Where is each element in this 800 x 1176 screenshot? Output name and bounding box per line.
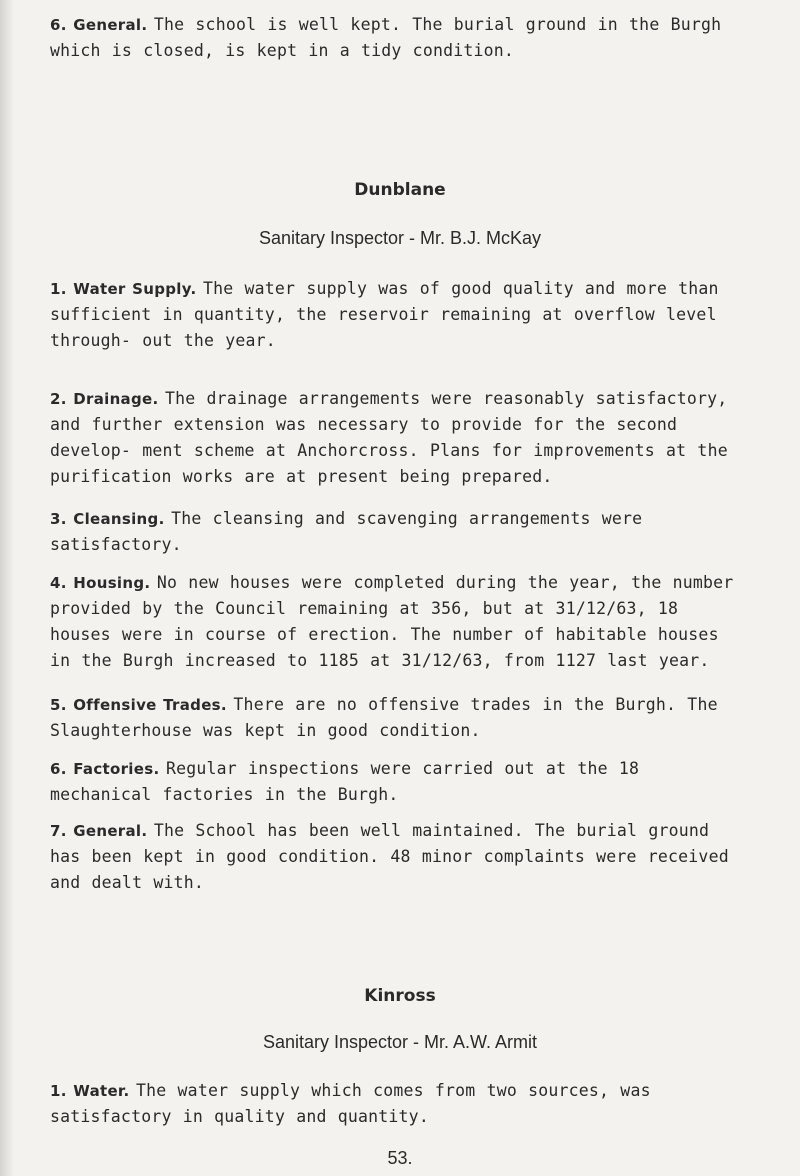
intro-paragraph: [50, 12, 750, 64]
item-text: The cleansing and scavenging arrangements were satisfactory.: [50, 509, 643, 554]
section-title-dunblane: Dunblane: [354, 180, 446, 200]
item-heading: 1. Water.: [50, 1082, 137, 1100]
section-title-kinross: Kinross: [364, 986, 436, 1006]
item-text: There are no offensive trades in the Burgh. The Slaughterhouse was kept in good condition.: [50, 695, 718, 740]
dunblane-item-5: [50, 692, 750, 744]
dunblane-item-1: [50, 276, 750, 354]
item-text: The School has been well maintained. The burial ground has been kept in good condition. 48 minor complaints were received and dealt with.: [50, 821, 729, 892]
dunblane-item-7: [50, 818, 750, 896]
item-heading: 7. General.: [50, 822, 154, 840]
dunblane-item-6: [50, 756, 750, 808]
intro-text: The school is well kept. The burial ground in the Burgh which is closed, is kept in a tidy condition.: [50, 15, 722, 60]
item-heading: 2. Drainage.: [50, 390, 166, 408]
intro-heading: 6. General.: [50, 16, 154, 34]
item-text: The water supply was of good quality and more than sufficient in quantity, the reservoir remaining at overflow level through- out the year.: [50, 279, 719, 350]
item-text: Regular inspections were carried out at the 18 mechanical factories in the Burgh.: [50, 759, 640, 804]
dunblane-item-2: [50, 386, 750, 490]
inspector-dunblane: Sanitary Inspector - Mr. B.J. McKay: [258, 228, 542, 248]
item-heading: 1. Water Supply.: [50, 280, 203, 298]
item-text: The drainage arrangements were reasonably satisfactory, and further extension was necessary to provide for the second develop- ment scheme at Anchorcross. Plans for improvements at the purification works are at present being prepared.: [50, 389, 728, 486]
page-number: 53.: [387, 1148, 413, 1168]
dunblane-item-4: [50, 570, 750, 674]
inspector-kinross: Sanitary Inspector - Mr. A.W. Armit: [262, 1032, 538, 1052]
item-heading: 5. Offensive Trades.: [50, 696, 234, 714]
item-text: The water supply which comes from two sources, was satisfactory in quality and quantity.: [50, 1081, 651, 1126]
item-text: No new houses were completed during the year, the number provided by the Council remaining at 356, but at 31/12/63, 18 houses were in course of erection. The number of habitable houses in the Burgh increased to 1185 at 31/12/63, from 1127 last year.: [50, 573, 734, 670]
kinross-item-1: [50, 1078, 750, 1130]
item-heading: 6. Factories.: [50, 760, 166, 778]
item-heading: 4. Housing.: [50, 574, 157, 592]
dunblane-item-3: [50, 506, 750, 558]
item-heading: 3. Cleansing.: [50, 510, 172, 528]
